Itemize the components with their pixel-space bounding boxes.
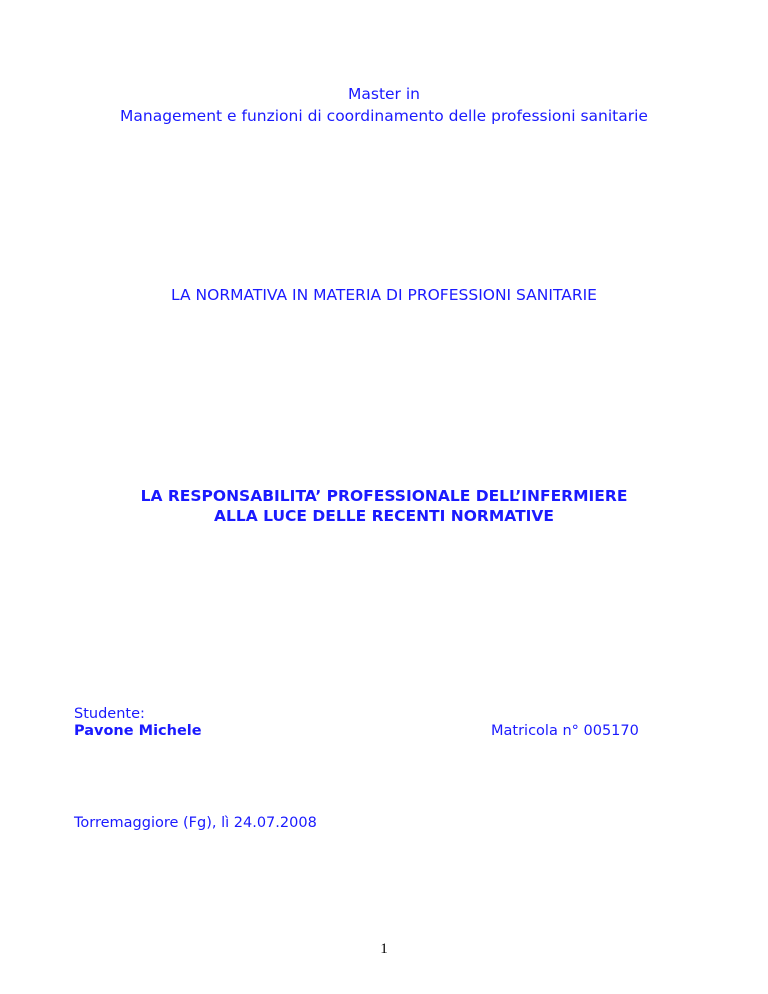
student-matricola: Matricola n° 005170: [491, 723, 639, 739]
master-label: Master in: [348, 85, 420, 103]
thesis-title-line-1: LA RESPONSABILITA’ PROFESSIONALE DELL’INFERMIERE: [140, 487, 628, 505]
place-date: Torremaggiore (Fg), lì 24.07.2008: [74, 815, 317, 831]
student-label: Studente:: [74, 706, 145, 722]
thesis-title-line-2: ALLA LUCE DELLE RECENTI NORMATIVE: [213, 507, 555, 525]
course-subject: LA NORMATIVA IN MATERIA DI PROFESSIONI SANITARIE: [171, 286, 597, 304]
student-name: Pavone Michele: [74, 723, 202, 739]
master-title: Management e funzioni di coordinamento delle professioni sanitarie: [120, 107, 648, 125]
page-number: 1: [380, 941, 388, 957]
